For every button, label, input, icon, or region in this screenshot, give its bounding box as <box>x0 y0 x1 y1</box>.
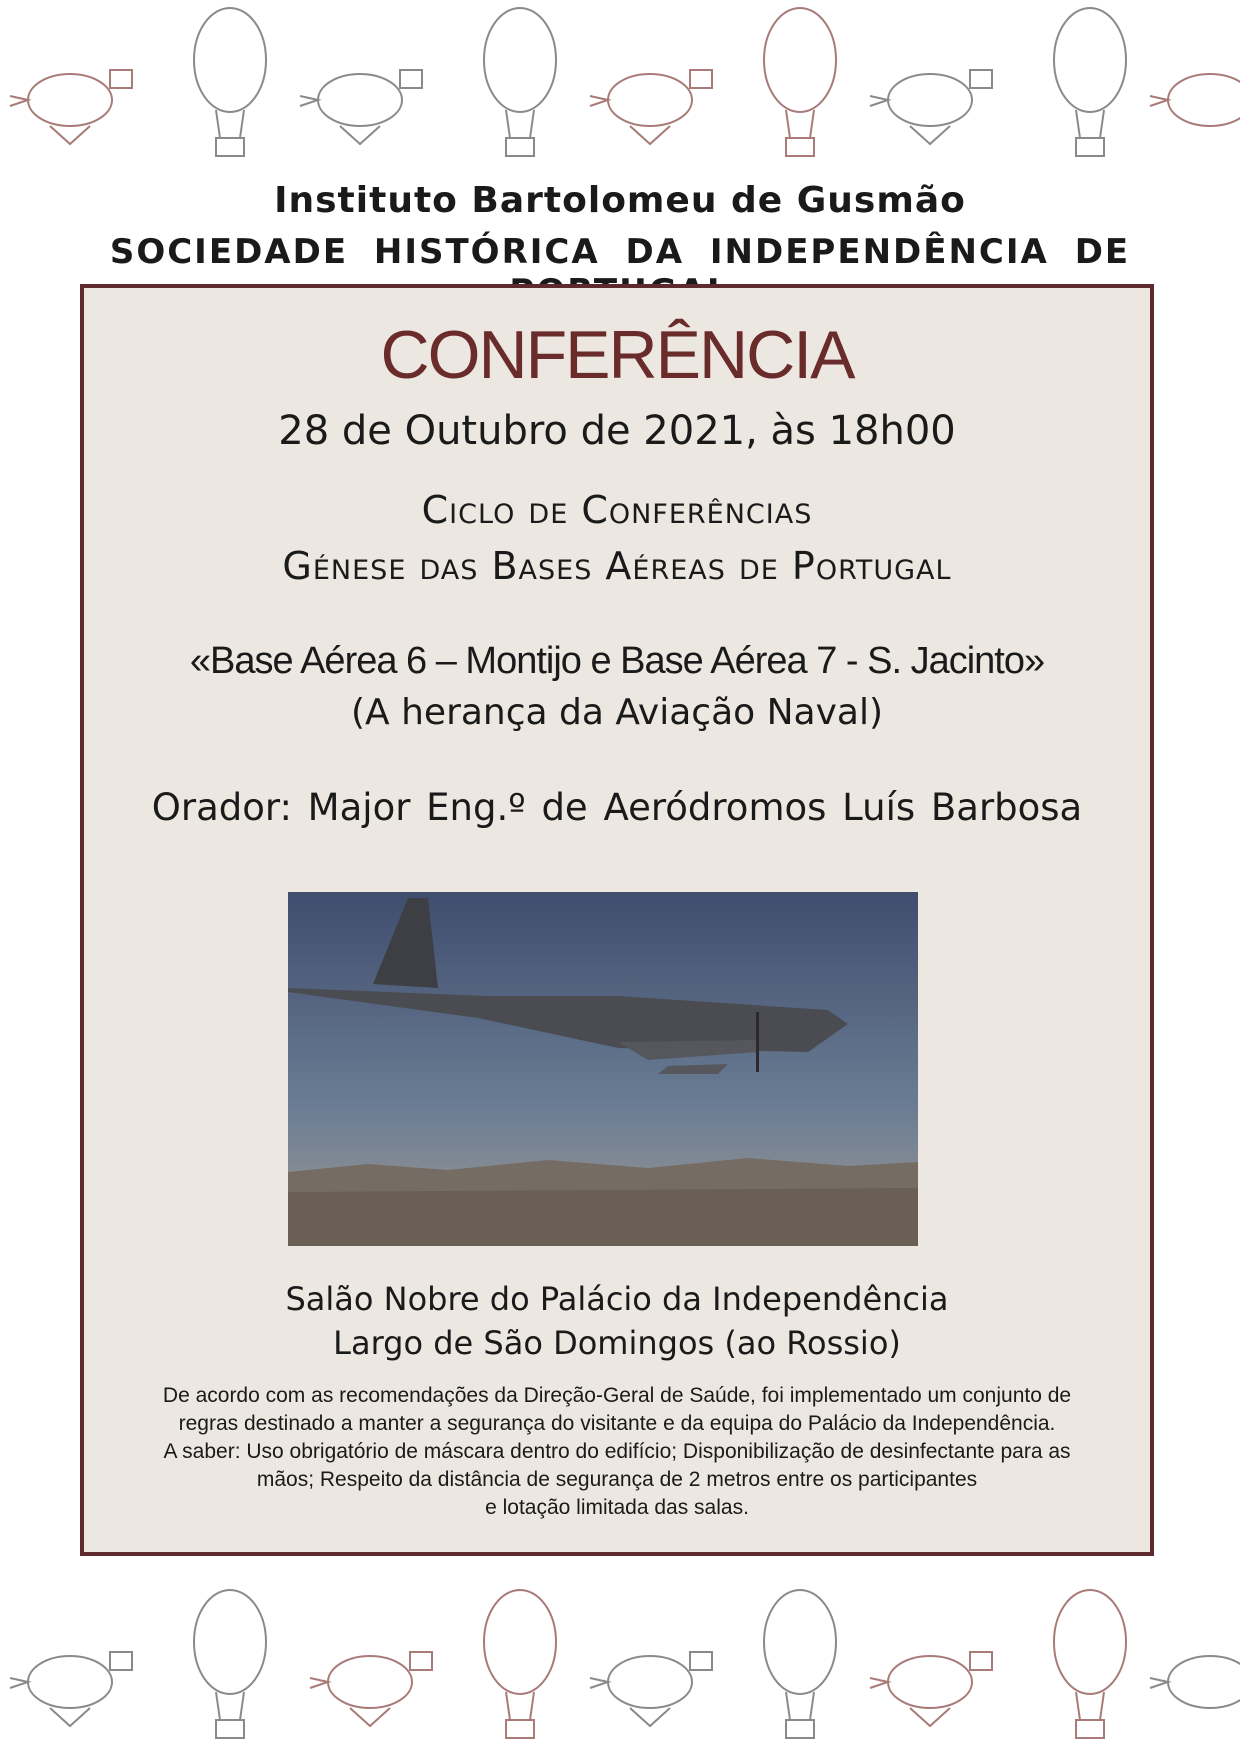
notice-line: regras destinado a manter a segurança do visitante e da equipa do Palácio da Independência. <box>178 1412 1056 1435</box>
airship-icon <box>1150 74 1240 126</box>
venue-name: Salão Nobre do Palácio da Independência <box>285 1280 949 1318</box>
decorative-band-top <box>0 0 1240 160</box>
conference-title: CONFERÊNCIA <box>380 317 854 393</box>
balloon-icon <box>1054 8 1126 156</box>
speaker: Orador: Major Eng.º de Aeródromos Luís Barbosa <box>151 786 1083 829</box>
balloon-icon <box>194 1590 266 1738</box>
balloon-icon <box>1054 1590 1126 1738</box>
society-name: SOCIEDADE HISTÓRICA DA INDEPENDÊNCIA DE <box>109 232 1131 272</box>
health-notice <box>94 1382 1140 1522</box>
event-date: 28 de Outubro de 2021, às 18h00 <box>278 408 956 454</box>
balloon-icon <box>484 8 556 156</box>
talk-subtitle: (A herança da Aviação Naval) <box>350 692 884 733</box>
balloon-icon <box>484 1590 556 1738</box>
venue-address: Largo de São Domingos (ao Rossio) <box>333 1324 901 1362</box>
airship-icon <box>590 1652 712 1726</box>
institute-name: Instituto Bartolomeu de Gusmão <box>274 180 966 221</box>
cycle-subtitle: Génese das Bases Aéreas de Portugal <box>282 544 952 588</box>
airship-icon <box>590 70 712 144</box>
balloon-pattern-top <box>0 0 1240 160</box>
airship-icon <box>10 70 132 144</box>
balloon-icon <box>194 8 266 156</box>
decorative-band-bottom <box>0 1572 1240 1754</box>
airship-icon <box>1150 1656 1240 1708</box>
airship-icon <box>10 1652 132 1726</box>
aircraft-photo <box>288 892 918 1246</box>
balloon-pattern-bottom <box>0 1572 1240 1754</box>
notice-line: De acordo com as recomendações da Direção-Geral de Saúde, foi implementado um conjunto de <box>162 1384 1072 1407</box>
cycle-title: Ciclo de Conferências <box>421 488 813 532</box>
notice-line: mãos; Respeito da distância de segurança de 2 metros entre os participantes <box>256 1468 978 1491</box>
notice-line: A saber: Uso obrigatório de máscara dentro do edifício; Disponibilização de desinfectante para as <box>163 1440 1071 1463</box>
balloon-icon <box>764 8 836 156</box>
balloon-icon <box>764 1590 836 1738</box>
airship-icon <box>300 70 422 144</box>
airship-icon <box>870 1652 992 1726</box>
conference-frame <box>80 284 1154 1556</box>
talk-title: «Base Aérea 6 – Montijo e Base Aérea 7 - S. Jacinto» <box>189 640 1045 682</box>
airship-icon <box>310 1652 432 1726</box>
airship-icon <box>870 70 992 144</box>
notice-line: e lotação limitada das salas. <box>485 1496 749 1519</box>
